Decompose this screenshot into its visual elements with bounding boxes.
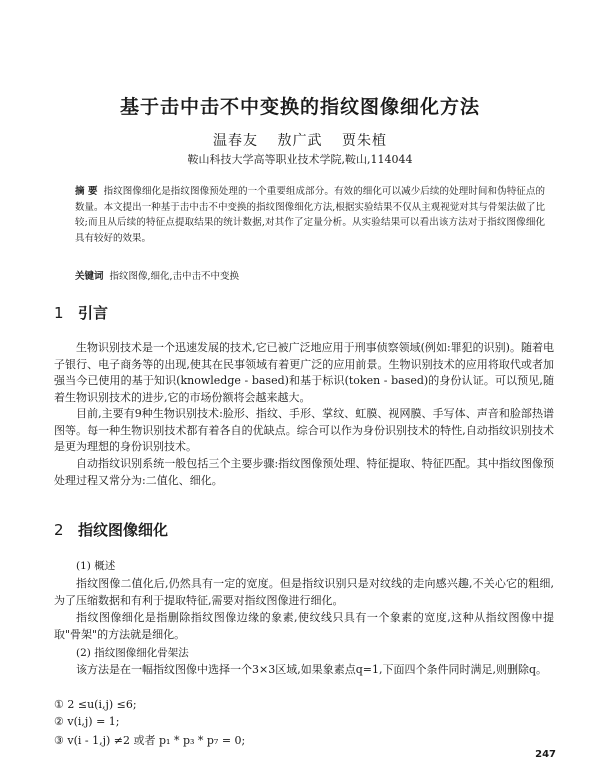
paper-title: 基于击中击不中变换的指纹图像细化方法 <box>119 96 480 118</box>
subsection-heading: (1) 概述 <box>76 560 116 572</box>
page-number: 247 <box>535 749 556 760</box>
section-number: 2 <box>54 521 64 539</box>
abstract-text: 指纹图像细化是指纹图像预处理的一个重要组成部分。有效的细化可以减少后续的处理时间和伪特征点的数量。本文提出一种基于击中击不中变换的指纹图像细化方法,根据实验结果不仅从主观视觉对其与骨架法做了比较;而且从后续的特征点提取结果的统计数据,对其作了定量分析。从实验结果可以看出该方法对于指纹图像细化具有较好的效果。 <box>75 186 545 244</box>
paragraph: 自动指纹识别系统一般包括三个主要步骤:指纹图像预处理、特征提取、特征匹配。其中指纹图像预处理过程又常分为:二值化、细化。 <box>54 457 554 487</box>
paragraph: 生物识别技术是一个迅速发展的技术,它已被广泛地应用于刑事侦察领域(例如:罪犯的识别)。随着电子银行、电子商务等的出现,使其在民事领域有着更广泛的应用前景。生物识别技术的应用将取代或者加强当今已使用的基于知识(knowledge - based)和基于标识(token - based)的身份认证。可以预见,随着生物识别技术的进步,它的市场份额将会越来越大。 <box>54 341 554 404</box>
section-heading-intro <box>54 302 108 323</box>
affiliation: 鞍山科技大学高等职业技术学院,鞍山,114044 <box>187 153 413 166</box>
condition-1: ① 2 ≤u(i,j) ≤6; <box>54 698 137 711</box>
keywords-label: 关键词 <box>75 271 104 282</box>
paragraph: 指纹图像二值化后,仍然具有一定的宽度。但是指纹识别只是对纹线的走向感兴趣,不关心它的粗细,为了压缩数据和有利于提取特征,需要对指纹图像进行细化。 <box>54 577 554 607</box>
abstract <box>75 184 545 246</box>
subsection-heading: (2) 指纹图像细化骨架法 <box>76 647 189 659</box>
paragraph: 指纹图像细化是指删除指纹图像边缘的象素,使纹线只具有一个象素的宽度,这种从指纹图像中提取"骨架"的方法就是细化。 <box>54 611 554 641</box>
condition-2: ② v(i,j) = 1; <box>54 715 120 728</box>
condition-3: ③ v(i - 1,j) ≠2 或者 p₁ * p₃ * p₇ = 0; <box>54 734 246 747</box>
paragraph: 该方法是在一幅指纹图像中选择一个3×3区域,如果象素点q=1,下面四个条件同时满足,则删除q。 <box>76 663 547 676</box>
authors: 温春友 敖广武 贾朱植 <box>213 133 387 149</box>
section-title: 指纹图像细化 <box>78 521 169 539</box>
section-heading-thinning <box>54 519 168 540</box>
paragraph: 目前,主要有9种生物识别技术:脸形、指纹、手形、掌纹、虹膜、视网膜、手写体、声音和脸部热谱图等。每一种生物识别技术都有着各自的优缺点。综合可以作为身份识别技术的特性,自动指纹识别技术是更为理想的身份识别技术。 <box>54 407 554 453</box>
keywords <box>75 268 545 282</box>
section-title: 引言 <box>78 304 109 322</box>
section-number: 1 <box>54 304 64 322</box>
abstract-label: 摘 要 <box>75 186 98 197</box>
keywords-text: 指纹图像,细化,击中击不中变换 <box>109 271 240 282</box>
